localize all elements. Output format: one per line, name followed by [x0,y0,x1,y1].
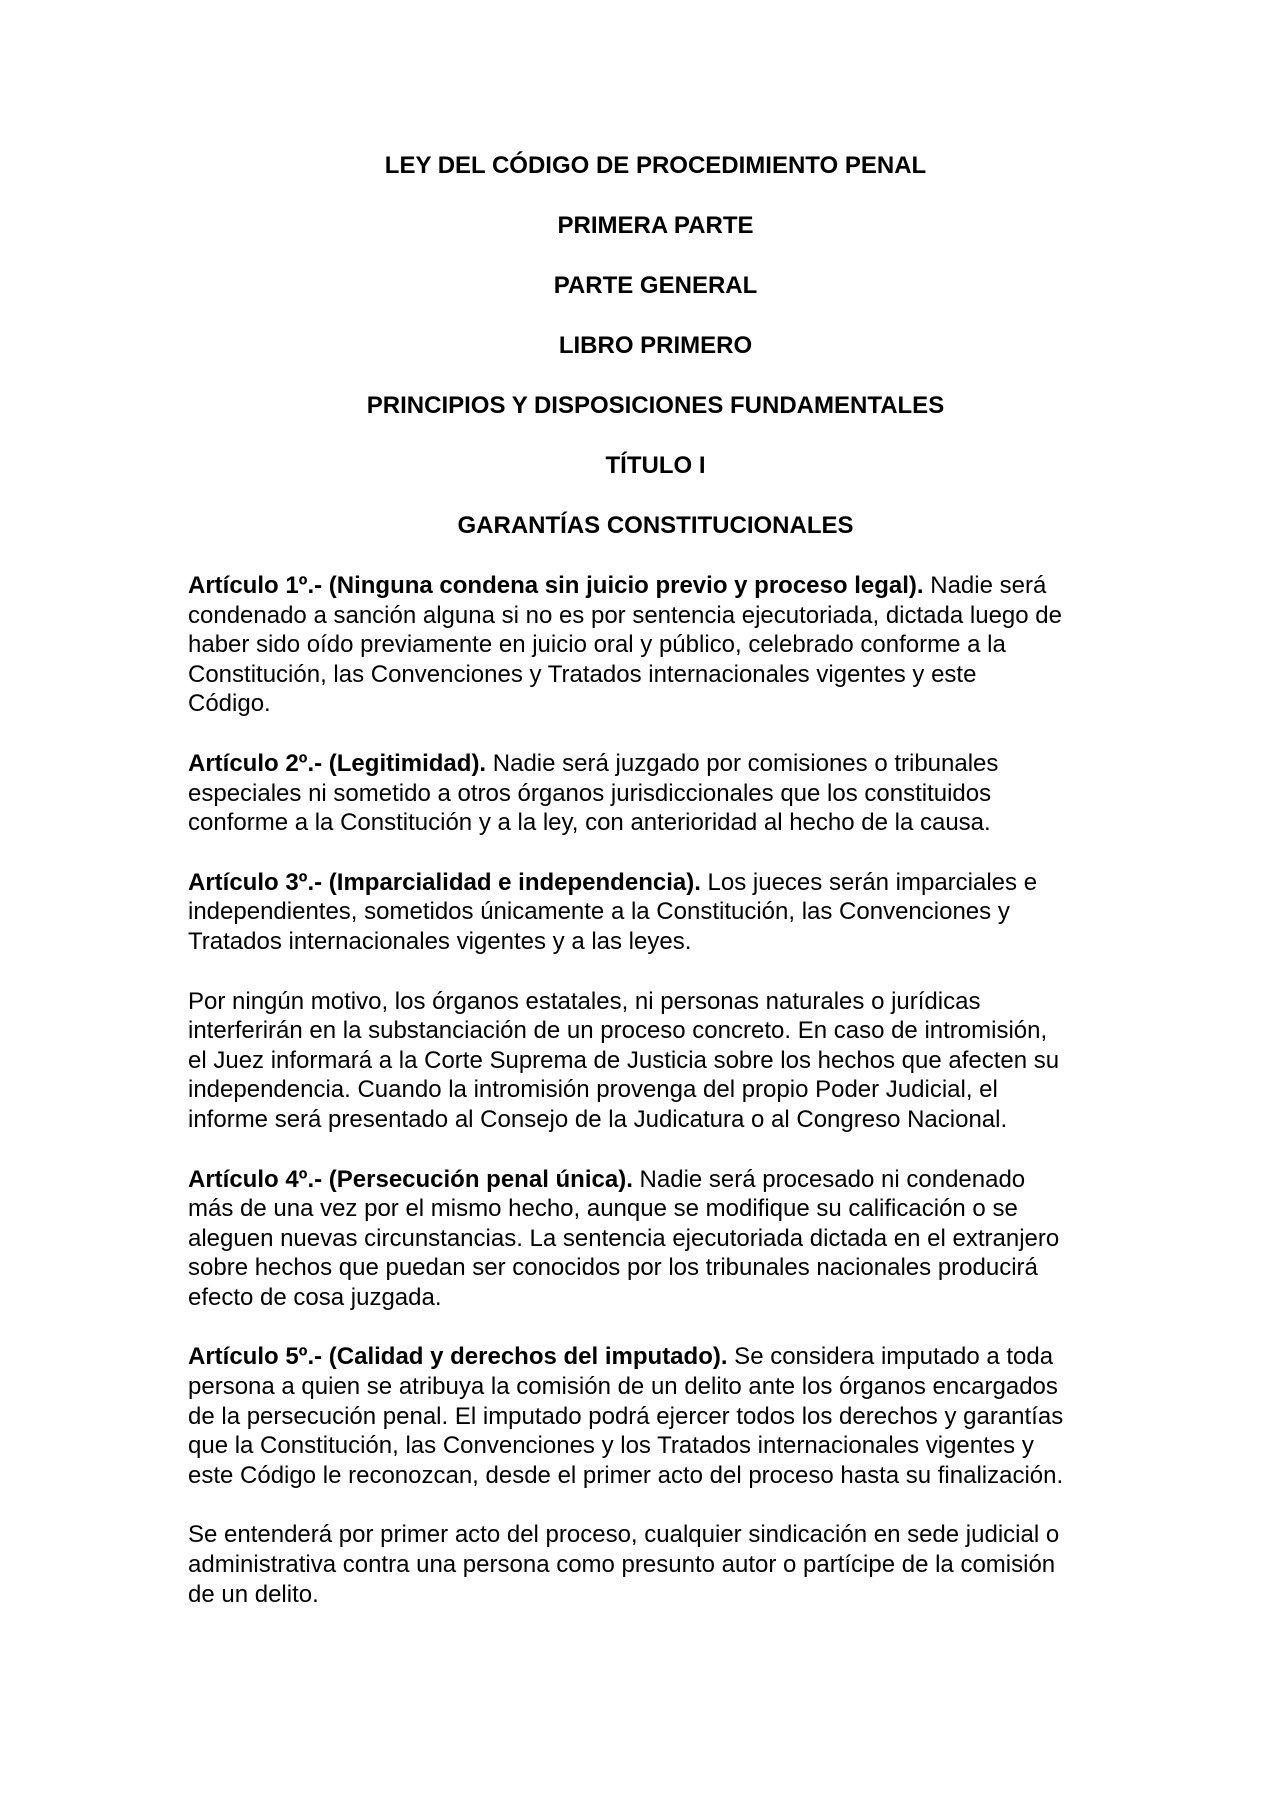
article-3-line: independientes, sometidos únicamente a la Constitución, las Convenciones y [188,898,1010,926]
article-3-paragraph-2 [188,987,1148,1135]
article-5-line: Se considera imputado a toda [727,1343,1054,1371]
article-1 [188,571,1148,719]
article-3-title: Artículo 3º.- (Imparcialidad e independencia). [188,868,701,896]
article-5-line: persona a quien se atribuya la comisión de un delito ante los órganos encargados [188,1373,1058,1401]
article-3 [188,868,1148,957]
article-3-p2-line: informe será presentado al Consejo de la Judicatura o al Congreso Nacional. [188,1105,1008,1133]
article-1-line: Código. [188,690,271,718]
book-heading: LIBRO PRIMERO [558,332,753,359]
article-3-line: Los jueces serán imparciales e [700,868,1038,896]
article-1-line: Nadie será [923,572,1047,599]
article-2 [188,749,1148,838]
article-5-title: Artículo 5º.- (Calidad y derechos del imputado). [188,1343,728,1371]
article-4-title: Artículo 4º.- (Persecución penal única). [188,1165,633,1193]
article-1-line: condenado a sanción alguna si no es por sentencia ejecutoriada, dictada luego de [188,601,1062,629]
part-subheading: PARTE GENERAL [553,272,758,299]
article-3-p2-line: independencia. Cuando la intromisión provenga del propio Poder Judicial, el [188,1076,998,1104]
article-4-line: aleguen nuevas circunstancias. La sentencia ejecutoriada dictada en el extranjero [188,1224,1060,1252]
article-5-line: de la persecución penal. El imputado podrá ejercer todos los derechos y garantías [188,1402,1064,1430]
article-5-p2-line: de un delito. [188,1580,319,1608]
article-5-p2-line: Se entenderá por primer acto del proceso, cualquier sindicación en sede judicial o [188,1521,1060,1549]
document-body [188,571,1148,1639]
heading-block [0,151,1280,571]
article-4-line: Nadie será procesado ni condenado [632,1165,1026,1193]
article-3-p2-line: interferirán en la substanciación de un proceso concreto. En caso de intromisión, [188,1017,1048,1045]
article-3-p2-line: el Juez informará a la Corte Suprema de Justicia sobre los hechos que afecten su [188,1046,1060,1074]
title-heading: TÍTULO I [605,452,706,479]
article-5 [188,1342,1148,1490]
law-title: LEY DEL CÓDIGO DE PROCEDIMIENTO PENAL [384,152,927,179]
book-subheading: PRINCIPIOS Y DISPOSICIONES FUNDAMENTALES [366,392,945,419]
article-2-line: Nadie será juzgado por comisiones o tribunales [486,749,999,777]
article-4-line: más de una vez por el mismo hecho, aunque se modifique su calificación o se [188,1195,1018,1223]
article-1-title: Artículo 1º.- (Ninguna condena sin juicio previo y proceso legal). [188,572,924,599]
article-3-line: Tratados internacionales vigentes y a las leyes. [188,927,692,955]
article-2-title: Artículo 2º.- (Legitimidad). [188,749,487,777]
article-4-line: sobre hechos que puedan ser conocidos por los tribunales nacionales producirá [188,1254,1038,1282]
article-3-p2-line: Por ningún motivo, los órganos estatales, ni personas naturales o jurídicas [188,987,981,1015]
article-5-line: este Código le reconozcan, desde el primer acto del proceso hasta su finalización. [188,1461,1064,1489]
article-5-p2-line: administrativa contra una persona como presunto autor o partícipe de la comisión [188,1551,1056,1579]
article-2-line: conforme a la Constitución y a la ley, con anterioridad al hecho de la causa. [188,809,991,837]
part-heading: PRIMERA PARTE [557,212,754,239]
article-4-line: efecto de cosa juzgada. [188,1283,442,1311]
article-1-line: haber sido oído previamente en juicio oral y público, celebrado conforme a la [188,631,1006,659]
article-4 [188,1165,1148,1313]
title-subheading: GARANTÍAS CONSTITUCIONALES [457,512,854,539]
article-5-paragraph-2 [188,1520,1148,1609]
article-2-line: especiales ni sometido a otros órganos jurisdiccionales que los constituidos [188,779,992,807]
article-5-line: que la Constitución, las Convenciones y los Tratados internacionales vigentes y [188,1432,1034,1460]
article-1-line: Constitución, las Convenciones y Tratados internacionales vigentes y este [188,660,977,688]
